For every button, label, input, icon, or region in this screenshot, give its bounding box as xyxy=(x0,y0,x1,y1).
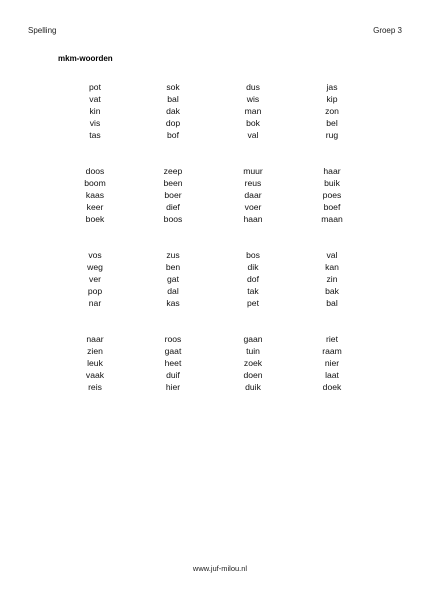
word-cell: riet xyxy=(326,334,338,344)
word-row xyxy=(0,165,440,177)
word-row xyxy=(0,213,440,225)
word-cell: zoek xyxy=(243,358,263,369)
word-cell: pot xyxy=(89,82,101,92)
word-cell: gat xyxy=(167,274,179,285)
word-cell: nar xyxy=(88,298,102,309)
word-cell: bal xyxy=(167,94,179,105)
word-cell: bal xyxy=(326,298,338,309)
word-cell: zien xyxy=(87,346,103,357)
word-row xyxy=(0,369,440,381)
word-cell: buik xyxy=(324,178,340,189)
page-title: mkm-woorden xyxy=(58,54,113,63)
word-cell: kip xyxy=(326,94,338,105)
word-row xyxy=(0,285,440,297)
word-cell: voer xyxy=(244,202,262,213)
word-cell: rug xyxy=(325,130,339,141)
word-cell: nier xyxy=(324,358,340,369)
word-cell: roos xyxy=(164,334,182,344)
word-cell: vos xyxy=(88,250,102,260)
word-cell: boef xyxy=(323,202,341,213)
word-cell: dak xyxy=(166,106,180,117)
word-cell: pet xyxy=(247,298,259,309)
word-cell: dop xyxy=(165,118,181,129)
word-cell: boos xyxy=(163,214,183,225)
word-cell: boom xyxy=(84,178,106,189)
header-subject: Spelling xyxy=(28,26,57,35)
word-group-3 xyxy=(0,249,440,309)
word-cell: sok xyxy=(166,82,180,92)
word-cell: pop xyxy=(87,286,103,297)
word-cell: tak xyxy=(247,286,259,297)
word-cell: tuin xyxy=(246,346,260,357)
word-cell: vat xyxy=(89,94,101,105)
word-cell: zin xyxy=(326,274,338,285)
word-cell: gaat xyxy=(164,346,182,357)
word-cell: val xyxy=(247,130,259,141)
word-cell: kin xyxy=(89,106,101,117)
word-cell: zus xyxy=(166,250,180,260)
word-cell: leuk xyxy=(87,358,103,369)
word-cell: zon xyxy=(325,106,339,117)
word-cell: dik xyxy=(247,262,259,273)
word-row xyxy=(0,81,440,93)
word-cell: heet xyxy=(164,358,182,369)
word-cell: ben xyxy=(165,262,181,273)
word-cell: bak xyxy=(325,286,339,297)
word-row xyxy=(0,129,440,141)
word-cell: naar xyxy=(86,334,104,344)
word-row xyxy=(0,189,440,201)
word-cell: doen xyxy=(243,370,263,381)
word-cell: haan xyxy=(243,214,263,225)
word-cell: zeep xyxy=(163,166,183,176)
word-cell: dief xyxy=(166,202,180,213)
word-cell: bel xyxy=(326,118,338,129)
word-cell: kan xyxy=(325,262,339,273)
word-row xyxy=(0,381,440,393)
word-row xyxy=(0,117,440,129)
word-cell: doos xyxy=(85,166,105,176)
word-cell: man xyxy=(244,106,262,117)
word-group-2 xyxy=(0,165,440,225)
word-cell: bok xyxy=(246,118,260,129)
word-row xyxy=(0,201,440,213)
word-cell: kaas xyxy=(85,190,105,201)
word-cell: tas xyxy=(89,130,101,141)
word-row xyxy=(0,249,440,261)
word-group-4 xyxy=(0,333,440,393)
word-cell: boer xyxy=(164,190,182,201)
word-row xyxy=(0,93,440,105)
word-cell: muur xyxy=(243,166,263,176)
word-row xyxy=(0,105,440,117)
word-cell: duif xyxy=(166,370,180,381)
word-cell: daar xyxy=(244,190,262,201)
word-cell: bos xyxy=(246,250,260,260)
word-row xyxy=(0,333,440,345)
word-row xyxy=(0,357,440,369)
word-cell: weg xyxy=(87,262,103,273)
word-row xyxy=(0,177,440,189)
word-cell: poes xyxy=(322,190,342,201)
word-cell: dus xyxy=(246,82,260,92)
word-cell: raam xyxy=(322,346,342,357)
word-cell: gaan xyxy=(243,334,263,344)
word-cell: laat xyxy=(325,370,339,381)
word-cell: dal xyxy=(167,286,179,297)
word-row xyxy=(0,297,440,309)
word-cell: keer xyxy=(86,202,104,213)
word-cell: wis xyxy=(246,94,260,105)
word-cell: kas xyxy=(166,298,180,309)
word-cell: vis xyxy=(89,118,101,129)
word-cell: haar xyxy=(323,166,341,176)
header-grade: Groep 3 xyxy=(373,26,402,35)
word-cell: maan xyxy=(321,214,343,225)
word-cell: boek xyxy=(85,214,105,225)
word-cell: ver xyxy=(89,274,101,285)
word-row xyxy=(0,261,440,273)
word-cell: dof xyxy=(247,274,259,285)
word-cell: hier xyxy=(165,382,181,393)
word-cell: duik xyxy=(245,382,261,393)
word-cell: doek xyxy=(322,382,342,393)
word-group-1 xyxy=(0,81,440,141)
footer-website: www.juf-milou.nl xyxy=(192,564,248,573)
word-cell: reus xyxy=(244,178,262,189)
word-row xyxy=(0,273,440,285)
word-cell: vaak xyxy=(85,370,105,381)
word-row xyxy=(0,345,440,357)
word-cell: val xyxy=(326,250,338,260)
word-cell: been xyxy=(163,178,183,189)
word-cell: reis xyxy=(88,382,102,393)
word-cell: jas xyxy=(326,82,338,92)
word-cell: bof xyxy=(167,130,179,141)
